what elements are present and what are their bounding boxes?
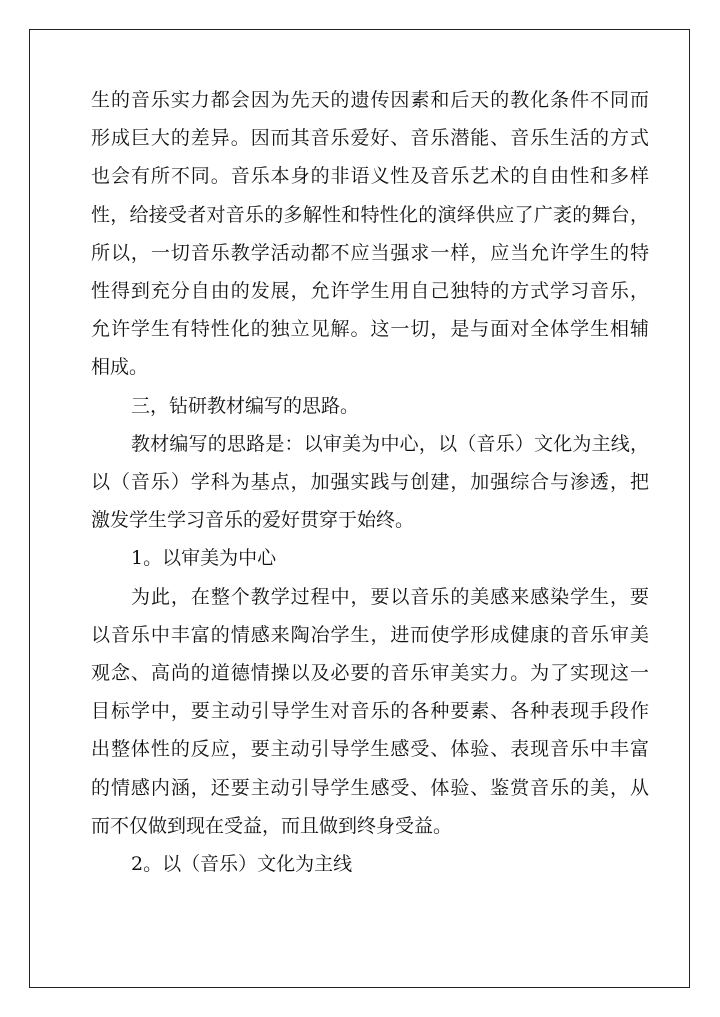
text-line: 三，钻研教材编写的思路。	[131, 394, 360, 417]
text-line: 为此，在整个教学过程中，要以音乐的美感来感染学生，要	[131, 585, 649, 608]
text-line: 性，给接受者对音乐的多解性和特性化的演绎供应了广袤的舞台，	[91, 203, 649, 226]
text-line: 激发学生学习音乐的爱好贯穿于始终。	[91, 509, 415, 532]
text-line: 允许学生有特性化的独立见解。这一切，是与面对全体学生相辅	[91, 318, 649, 341]
text-line: 目标学中，要主动引导学生对音乐的各种要素、各种表现手段作	[91, 700, 649, 723]
text-line: 生的音乐实力都会因为先天的遗传因素和后天的教化条件不同而	[91, 89, 649, 111]
text-line: 形成巨大的差异。因而其音乐爱好、音乐潜能、音乐生活的方式	[91, 127, 649, 150]
text-line: 以（音乐）学科为基点，加强实践与创建，加强综合与渗透，把	[91, 471, 649, 493]
text-line: 出整体性的反应，要主动引导学生感受、体验、表现音乐中丰富	[91, 738, 649, 761]
text-line: 的情感内涵，还要主动引导学生感受、体验、鉴赏音乐的美，从	[91, 776, 649, 799]
text-line: 相成。	[91, 356, 149, 379]
text-line: 而不仅做到现在受益，而且做到终身受益。	[91, 814, 453, 837]
text-line: 2。以（音乐）文化为主线	[131, 853, 353, 875]
text-line: 教材编写的思路是：以审美为中心，以（音乐）文化为主线，	[131, 432, 649, 455]
text-line: 以音乐中丰富的情感来陶冶学生，进而使学形成健康的音乐审美	[91, 623, 649, 646]
text-line: 也会有所不同。音乐本身的非语义性及音乐艺术的自由性和多样	[91, 165, 649, 188]
text-line: 性得到充分自由的发展，允许学生用自己独特的方式学习音乐，	[91, 280, 649, 302]
text-line: 观念、高尚的道德情操以及必要的音乐审美实力。为了实现这一	[91, 662, 649, 684]
text-line: 1。以审美为中心	[131, 547, 277, 570]
text-line: 所以，一切音乐教学活动都不应当强求一样，应当允许学生的特	[91, 241, 649, 264]
